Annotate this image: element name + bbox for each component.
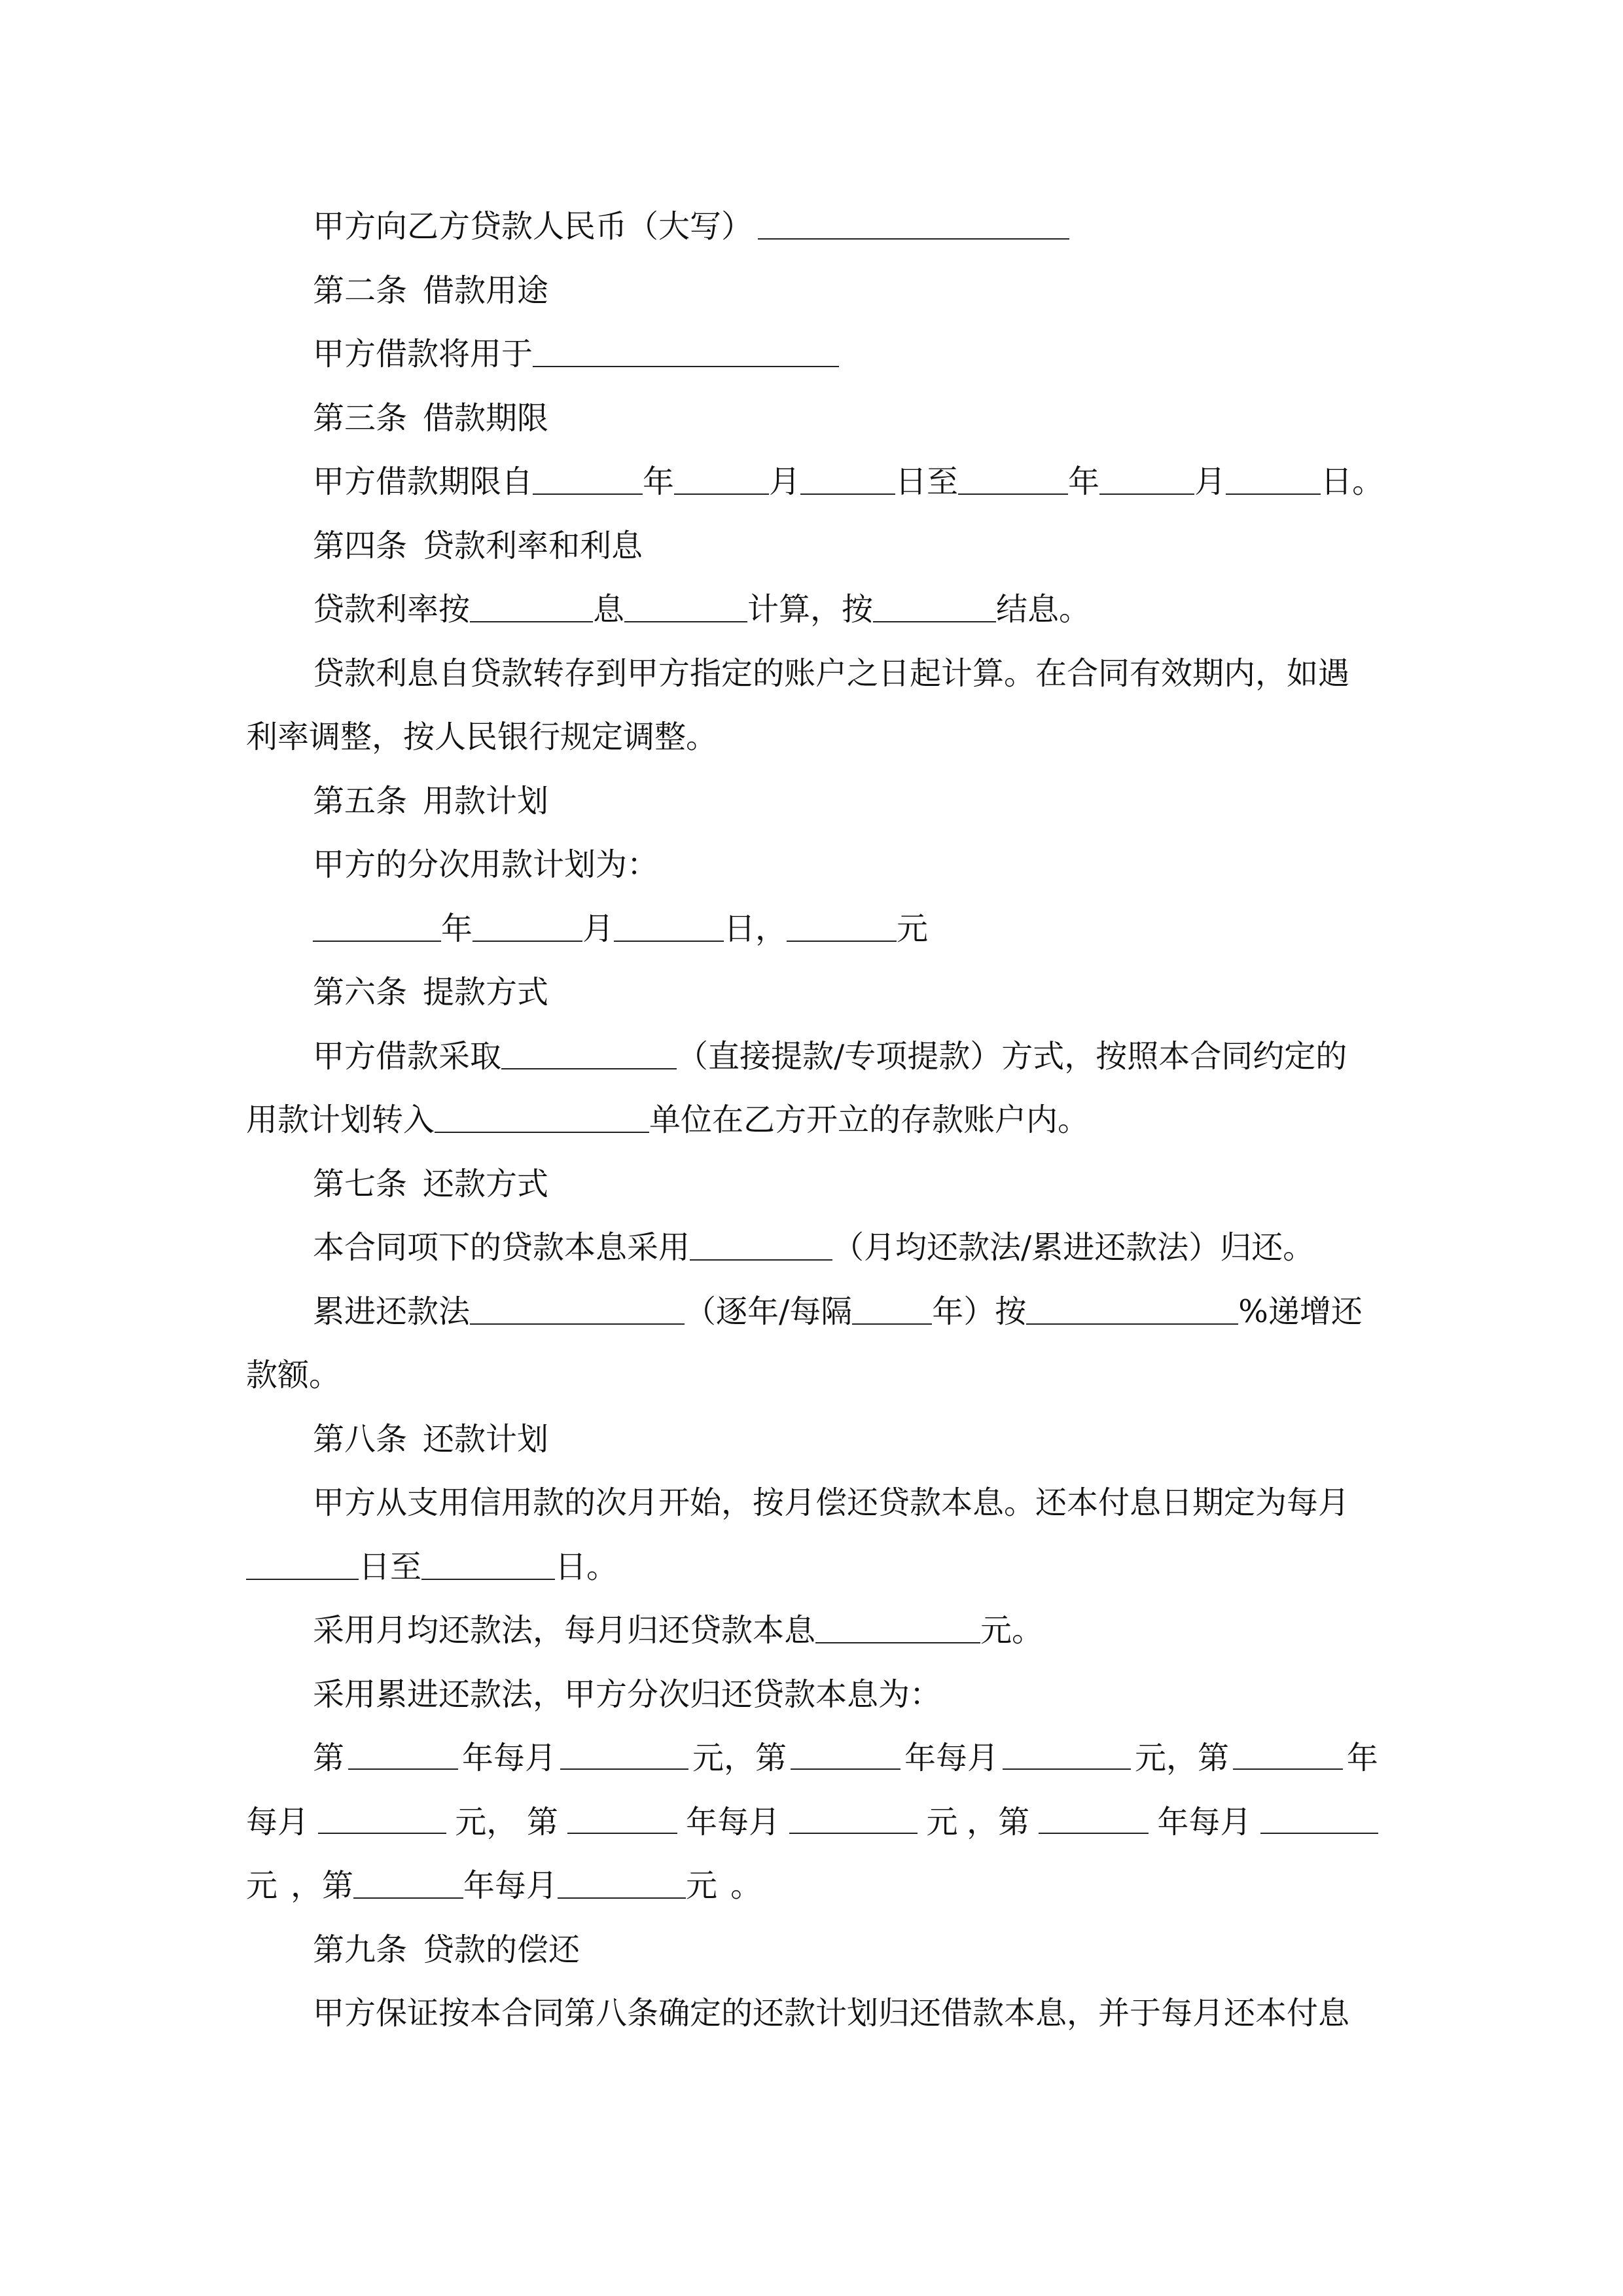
- repay-end-day-blank[interactable]: [421, 1549, 555, 1580]
- term-label: 甲方借款期限自: [313, 463, 533, 500]
- end-day-blank[interactable]: [1226, 463, 1321, 495]
- rate-calc-blank[interactable]: [624, 591, 747, 622]
- start-month-blank[interactable]: [674, 463, 769, 495]
- paragraph-text: 贷款利息自贷款转存到甲方指定的账户之日起计算。在合同有效期内，如遇: [313, 655, 1350, 692]
- article-title: 还款方式: [423, 1166, 549, 1202]
- yuan-label: 元: [926, 1804, 958, 1840]
- schedule-year-4-blank[interactable]: [567, 1803, 677, 1834]
- progressive-schedule-row3: [246, 1866, 762, 1905]
- withdrawal-account-line: [246, 1100, 1089, 1139]
- article-number: 第九条: [313, 1931, 408, 1968]
- schedule-amount-5-blank[interactable]: [1260, 1803, 1378, 1834]
- usage-plan-intro: [313, 845, 658, 884]
- article-3-heading: [313, 399, 548, 438]
- paragraph-text: 甲方从支用信用款的次月开始，按月偿还贷款本息。还本付息日期定为每月: [313, 1484, 1350, 1521]
- progressive-schedule-intro: [313, 1675, 941, 1714]
- usage-plan-entry: [313, 909, 928, 948]
- settle-blank[interactable]: [873, 591, 996, 622]
- loan-amount-blank[interactable]: [758, 208, 1069, 240]
- schedule-amount-4-blank[interactable]: [789, 1803, 918, 1834]
- plan-year-blank[interactable]: [313, 910, 441, 942]
- article-number: 第六条: [313, 974, 408, 1011]
- progressive-repayment-line2: [246, 1355, 340, 1395]
- interest-paragraph-line1: [313, 654, 1378, 693]
- yuan-ordinal-label: 元，第: [692, 1740, 787, 1776]
- plan-month-blank[interactable]: [473, 910, 582, 942]
- end-year-blank[interactable]: [958, 463, 1068, 495]
- ordinal-label: 第: [313, 1740, 345, 1776]
- year-label: 年: [441, 910, 473, 947]
- paragraph-text: %递增还: [1238, 1293, 1363, 1330]
- year-monthly-label: 年每月: [686, 1804, 781, 1840]
- article-6-heading: [313, 973, 548, 1012]
- loan-purpose-label: 甲方借款将用于: [313, 336, 533, 372]
- article-number: 第二条: [313, 272, 408, 309]
- schedule-year-6-blank[interactable]: [353, 1867, 463, 1899]
- loan-term-line: [313, 462, 1383, 501]
- day-label: 日。: [555, 1549, 618, 1585]
- repayment-method-blank[interactable]: [690, 1229, 832, 1261]
- paragraph-text: 累进还款法: [313, 1293, 471, 1330]
- end-month-blank[interactable]: [1099, 463, 1194, 495]
- paragraph-text: 甲方保证按本合同第八条确定的还款计划归还借款本息，并于每月还本付息: [313, 1995, 1350, 2032]
- day-label: 日，: [724, 910, 787, 947]
- monthly-equal-line: [313, 1611, 1043, 1650]
- article-9-heading: [313, 1930, 580, 1969]
- yuan-label: 元: [897, 910, 929, 947]
- paragraph-text: 单位在乙方开立的存款账户内。: [649, 1102, 1090, 1138]
- schedule-amount-1-blank[interactable]: [560, 1738, 688, 1770]
- rate-blank[interactable]: [470, 591, 593, 622]
- year-label: 年: [1346, 1740, 1378, 1776]
- article-2-heading: [313, 271, 548, 310]
- schedule-year-1-blank[interactable]: [348, 1738, 458, 1770]
- recipient-unit-blank[interactable]: [435, 1102, 649, 1133]
- article-title: 借款期限: [423, 400, 549, 437]
- month-label: 月: [582, 910, 615, 947]
- paragraph-text: 年）按: [932, 1293, 1027, 1330]
- yuan-label: 元: [686, 1867, 718, 1904]
- paragraph-text: 采用累进还款法，甲方分次归还贷款本息为：: [313, 1676, 942, 1713]
- article-title: 还款计划: [423, 1421, 549, 1458]
- paragraph-text: （月均还款法/累进还款法）归还。: [832, 1229, 1315, 1266]
- year-monthly-label: 年每月: [1157, 1804, 1252, 1840]
- paragraph-text: 甲方借款采取: [313, 1038, 502, 1075]
- start-day-blank[interactable]: [800, 463, 895, 495]
- paragraph-text: 用款计划转入: [246, 1102, 435, 1138]
- schedule-year-3-blank[interactable]: [1233, 1738, 1343, 1770]
- start-year-blank[interactable]: [533, 463, 643, 495]
- year-label: 年: [643, 463, 675, 500]
- article-number: 第八条: [313, 1421, 408, 1458]
- yuan-label: 元。: [980, 1612, 1044, 1649]
- interest-paragraph-line2: [246, 717, 717, 757]
- withdrawal-method-line: [313, 1037, 1347, 1076]
- increase-percent-blank[interactable]: [1026, 1293, 1238, 1325]
- ordinal-label: 第: [526, 1804, 558, 1840]
- article-title: 贷款的偿还: [423, 1931, 580, 1968]
- article-title: 提款方式: [423, 974, 549, 1011]
- monthly-label: 每月: [246, 1804, 310, 1840]
- article-title: 用款计划: [423, 783, 549, 819]
- progressive-blank[interactable]: [470, 1293, 685, 1325]
- progressive-repayment-line: [313, 1292, 1363, 1331]
- repay-start-day-blank[interactable]: [246, 1549, 359, 1580]
- ordinal-label: ，第: [967, 1804, 1030, 1840]
- loan-purpose-blank[interactable]: [533, 336, 839, 367]
- rate-label: 贷款利率按: [313, 591, 471, 628]
- loan-amount-label: 甲方向乙方贷款人民币（大写）: [313, 208, 753, 245]
- schedule-amount-6-blank[interactable]: [558, 1867, 686, 1899]
- schedule-year-2-blank[interactable]: [791, 1738, 901, 1770]
- schedule-amount-2-blank[interactable]: [1003, 1738, 1131, 1770]
- article-8-heading: [313, 1420, 548, 1459]
- month-label: 月: [1194, 463, 1226, 500]
- withdrawal-method-blank[interactable]: [501, 1038, 677, 1069]
- interest-label: 息: [593, 591, 625, 628]
- period-mark: 。: [730, 1867, 762, 1904]
- year-monthly-label: 年每月: [461, 1740, 556, 1776]
- progressive-schedule-row2: [246, 1803, 1378, 1842]
- paragraph-text: 本合同项下的贷款本息采用: [313, 1229, 690, 1266]
- article-4-heading: [313, 526, 643, 565]
- repayment-day-range-line: [246, 1547, 618, 1587]
- schedule-amount-3-blank[interactable]: [318, 1803, 446, 1834]
- calc-label: 计算，按: [747, 591, 874, 628]
- paragraph-text: （逐年/每隔: [685, 1293, 853, 1330]
- article-number: 第三条: [313, 400, 408, 437]
- paragraph-text: 采用月均还款法，每月归还贷款本息: [313, 1612, 816, 1649]
- monthly-amount-blank[interactable]: [815, 1612, 980, 1643]
- interval-years-blank[interactable]: [852, 1293, 932, 1325]
- yuan-label: 元，: [455, 1804, 518, 1840]
- paragraph-text: （直接提款/专项提款）方式，按照本合同约定的: [677, 1038, 1347, 1075]
- day-to-label: 日至: [359, 1549, 422, 1585]
- plan-amount-blank[interactable]: [787, 910, 897, 942]
- article-title: 借款用途: [423, 272, 549, 309]
- repayment-plan-line1: [313, 1483, 1378, 1522]
- article-7-heading: [313, 1164, 548, 1204]
- article-title: 贷款利率和利息: [423, 528, 643, 564]
- repayment-method-line: [313, 1228, 1314, 1267]
- plan-day-blank[interactable]: [614, 910, 724, 942]
- paragraph-text: 甲方的分次用款计划为：: [313, 846, 659, 883]
- article-number: 第四条: [313, 528, 408, 564]
- ordinal-label: ，第: [291, 1867, 354, 1904]
- article-number: 第五条: [313, 783, 408, 819]
- schedule-year-5-blank[interactable]: [1039, 1803, 1149, 1834]
- paragraph-text: 利率调整，按人民银行规定调整。: [246, 719, 718, 755]
- yuan-ordinal-label: 元，第: [1134, 1740, 1229, 1776]
- progressive-schedule-row1: [313, 1738, 1378, 1778]
- day-label: 日。: [1321, 463, 1384, 500]
- year-label: 年: [1068, 463, 1100, 500]
- repayment-guarantee-line: [313, 1994, 1378, 2033]
- loan-purpose-line: [313, 334, 839, 374]
- yuan-label: 元: [246, 1867, 278, 1904]
- interest-rate-line: [313, 590, 1090, 629]
- loan-amount-line: [313, 207, 1069, 246]
- day-to-label: 日至: [895, 463, 959, 500]
- settle-label: 结息。: [996, 591, 1091, 628]
- article-number: 第七条: [313, 1166, 408, 1202]
- article-5-heading: [313, 781, 548, 821]
- paragraph-text: 款额。: [246, 1357, 341, 1393]
- month-label: 月: [769, 463, 801, 500]
- year-monthly-label: 年每月: [904, 1740, 999, 1776]
- year-monthly-label: 年每月: [463, 1867, 558, 1904]
